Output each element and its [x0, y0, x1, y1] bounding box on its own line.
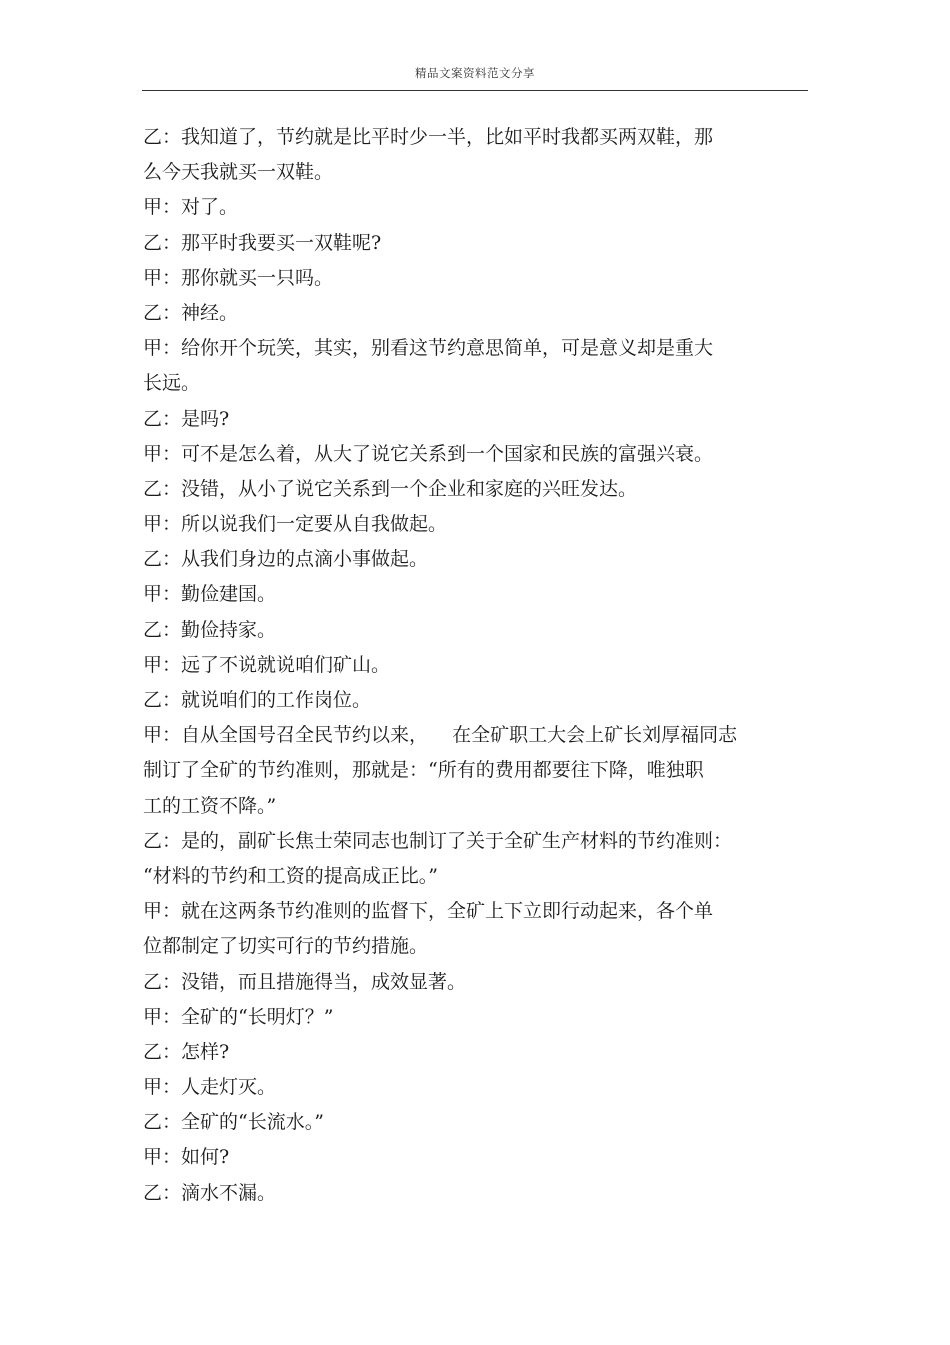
dialogue-line: 乙：就说咱们的工作岗位。 [143, 689, 372, 711]
header-title: 精品文案资料范文分享 [415, 66, 535, 80]
dialogue-line: 工的工资不降。” [143, 794, 277, 817]
dialogue-line: “材料的节约和工资的提高成正比。” [143, 864, 438, 887]
dialogue-line: 甲：可不是怎么着，从大了说它关系到一个国家和民族的富强兴衰。 [143, 442, 714, 465]
dialogue-line: 甲：远了不说就说咱们矿山。 [143, 653, 391, 676]
dialogue-line: 乙：没错，而且措施得当，成效显著。 [143, 970, 467, 993]
dialogue-body [143, 120, 793, 1211]
dialogue-line: 甲：人走灯灭。 [143, 1076, 277, 1099]
page-header [142, 62, 808, 91]
dialogue-line: 甲：所以说我们一定要从自我做起。 [143, 513, 448, 536]
dialogue-line: 么今天我就买一双鞋。 [143, 161, 334, 184]
dialogue-line: 乙：那平时我要买一双鞋呢? [143, 231, 382, 254]
dialogue-line: 乙：勤俭持家。 [143, 618, 277, 641]
dialogue-line: 乙：全矿的“长流水。” [143, 1111, 324, 1134]
dialogue-line: 甲：给你开个玩笑，其实，别看这节约意思简单，可是意义却是重大 [143, 337, 714, 360]
dialogue-line: 甲：那你就买一只吗。 [143, 266, 334, 289]
dialogue-line: 乙：我知道了，节约就是比平时少一半，比如平时我都买两双鞋，那 [143, 126, 714, 148]
dialogue-line: 甲：全矿的“长明灯？” [143, 1005, 334, 1028]
dialogue-line: 甲：自从全国号召全民节约以来， 在全矿职工大会上矿长刘厚福同志 [143, 724, 738, 747]
dialogue-line: 制订了全矿的节约准则，那就是：“所有的费用都要往下降，唯独职 [143, 759, 704, 782]
dialogue-line: 甲：就在这两条节约准则的监督下，全矿上下立即行动起来，各个单 [143, 900, 714, 923]
dialogue-line: 甲：对了。 [143, 196, 239, 219]
dialogue-line: 位都制定了切实可行的节约措施。 [143, 935, 429, 958]
dialogue-line: 乙：神经。 [143, 301, 239, 324]
dialogue-line: 乙：是吗? [143, 407, 230, 430]
dialogue-line: 乙：滴水不漏。 [143, 1181, 277, 1204]
dialogue-line: 乙：从我们身边的点滴小事做起。 [143, 548, 429, 571]
dialogue-line: 长远。 [143, 372, 201, 395]
dialogue-line: 乙：怎样? [143, 1040, 230, 1063]
dialogue-line: 乙：没错，从小了说它关系到一个企业和家庭的兴旺发达。 [143, 477, 638, 500]
dialogue-line: 甲：如何? [143, 1146, 230, 1169]
dialogue-line: 甲：勤俭建国。 [143, 583, 277, 606]
dialogue-line: 乙：是的，副矿长焦士荣同志也制订了关于全矿生产材料的节约准则： [143, 829, 733, 852]
